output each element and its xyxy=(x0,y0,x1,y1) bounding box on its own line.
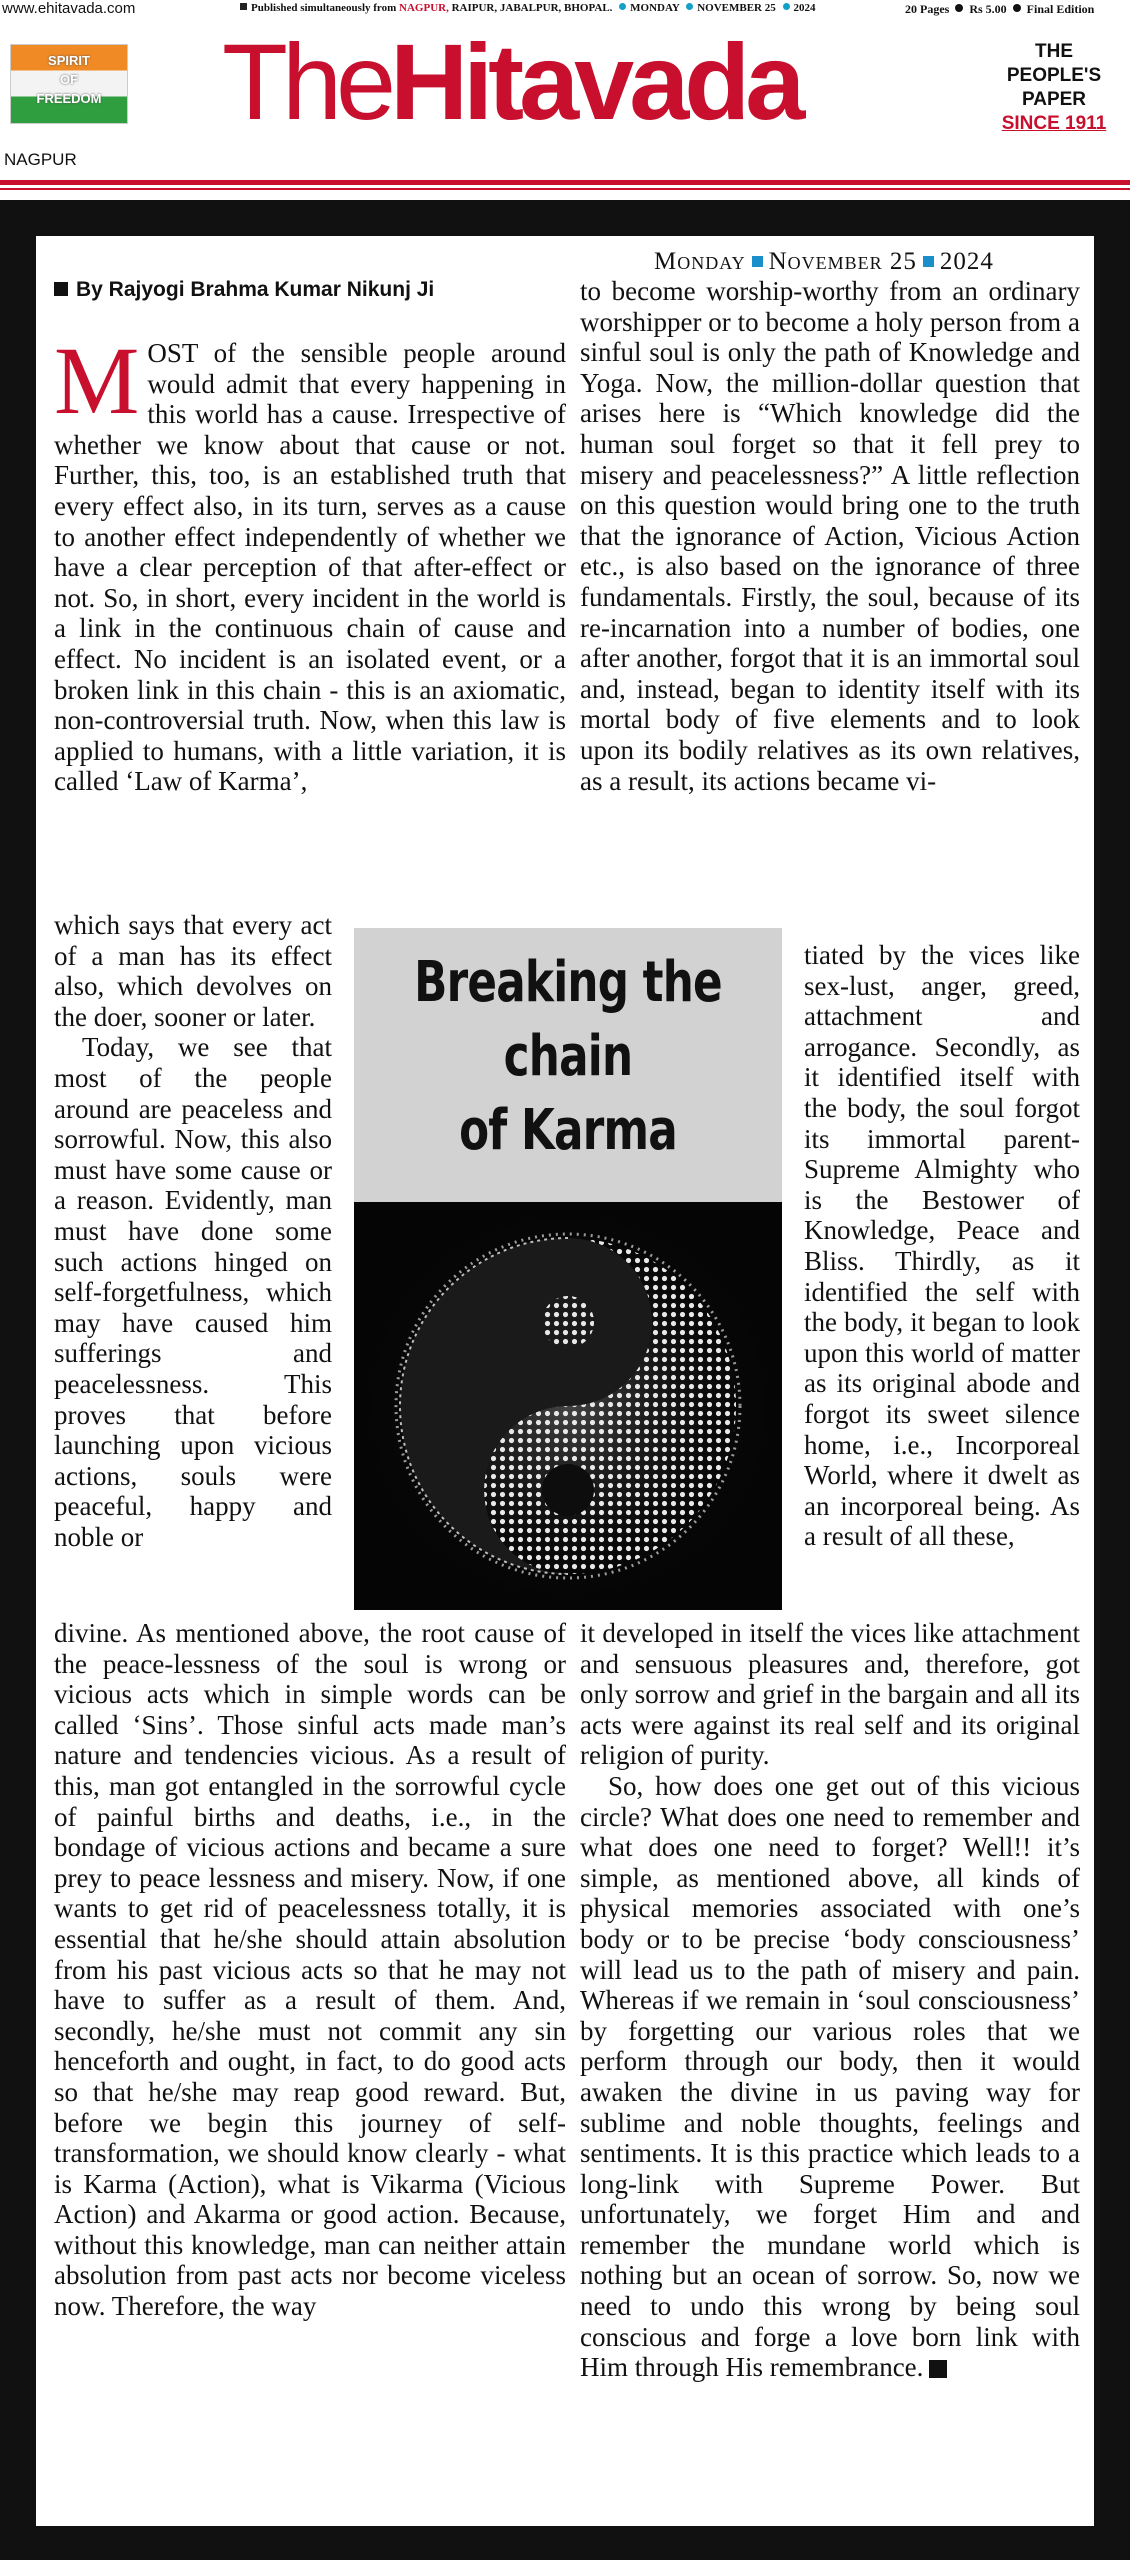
paragraph-text: Today, we see that most of the people around are peaceless and sorrowful. Now, this also must have some cause or a reason. Evidently, man must have done some such actions hinged on self-forgetfulness, which may have caused him sufferings and peacelessness. This proves that before launching upon vicious actions, souls were peaceful, happy and noble or xyxy=(54,1032,332,1552)
logo-name: Hitavada xyxy=(390,21,801,142)
headline-line: Breaking the xyxy=(414,950,722,1015)
yin-yang-image xyxy=(354,1202,782,1610)
issue-weekday: MONDAY xyxy=(630,2,680,14)
issue-year: 2024 xyxy=(793,2,816,14)
square-bullet-icon xyxy=(54,282,68,296)
masthead-divider xyxy=(0,180,1130,185)
byline-text: By Rajyogi Brahma Kumar Nikunj Ji xyxy=(76,278,435,301)
article-text-block xyxy=(54,910,332,1552)
dot-bullet-icon xyxy=(1013,4,1021,12)
top-strip xyxy=(0,0,1130,22)
drop-cap: M xyxy=(54,327,140,434)
dot-bullet-icon xyxy=(783,3,790,10)
edition-city: NAGPUR xyxy=(4,150,77,169)
issue-meta xyxy=(905,2,1094,17)
newspaper-logo[interactable] xyxy=(222,22,942,142)
article-weekday: Monday xyxy=(654,248,746,275)
tagline-line: PAPER xyxy=(1021,89,1087,110)
published-prefix: Published simultaneously from xyxy=(251,2,397,14)
article-text-block xyxy=(54,1618,566,2322)
dot-bullet-icon xyxy=(955,4,963,12)
paragraph-text: which says that every act of a man has its effect also, which devolves on the doer, sooner or later. xyxy=(54,910,332,1032)
page-count: 20 Pages xyxy=(905,2,950,16)
published-cities: RAIPUR, JABALPUR, BHOPAL xyxy=(451,2,610,14)
article-text-block xyxy=(580,276,1080,796)
paragraph-text: tiated by the vices like sex-lust, anger, greed, attachment and arrogance. Secondly, as it identified itself with the body, the soul forgot its immortal parent- Supreme Almighty who is the Bestower of Knowledge, Peace and Bliss. Thirdly, as it identified the self with the body, it began to look upon this world of matter as its original abode and forgot its sweet silence home, i.e., Incorporeal World, where it dwelt as an incorporeal being. As a result of all these, xyxy=(804,940,1080,1552)
headline-line: chain xyxy=(503,1024,633,1089)
price: Rs 5.00 xyxy=(969,2,1007,16)
dot-bullet-icon xyxy=(686,3,693,10)
paragraph-text: divine. As mentioned above, the root cause of the peace-lessness of the soul is wrong or vicious acts which in simple words can be called ‘Sins’. Those sinful acts made man’s nature and tendencies vicious. As a result of this, man got entangled in the sorrowful cycle of painful births and deaths, i.e., in the bondage of vicious actions and became a sure prey to peace lessness and misery. Now, if one wants to get rid of peacelessness totally, it is essential that he/she should attain absolution from his past vicious acts so that he may not have to suffer as a result of them. And, secondly, he/she must not commit any sin henceforth and ought, in fact, to do good acts so that he/she may reap good reward. But, before we begin this journey of self-transformation, we should know clearly - what is Karma (Action), what is Vikarma (Vicious Action) and Akarma or good action. Because, without this knowledge, man can neither attain absolution from past acts nor become viceless now. Therefore, the way xyxy=(54,1618,566,2322)
paragraph-text: OST of the sensible people around would admit that every happening in this world has a cause. Irrespective of whether we know about that cause or not. Further, this, too, is an established truth that every effect also, in its turn, serves as a cause to another effect independently of whether we have a clear perception of that after-effect or not. So, in short, every incident in the world is a link in the continuous chain of cause and effect. No incident is an isolated event, or a broken link in this chain - this is an axiomatic, non-controversial truth. Now, when this law is applied to humans, with a little variation, it is called ‘Law of Karma’, xyxy=(54,338,566,797)
headline-line: of Karma xyxy=(459,1098,677,1163)
article-text-block xyxy=(804,940,1080,1552)
article-text-block xyxy=(54,327,566,797)
website-link[interactable]: www.ehitavada.com xyxy=(2,0,136,17)
square-bullet-icon xyxy=(923,256,934,267)
paragraph-text xyxy=(580,1771,1080,2383)
paragraph-text: to become worship-worthy from an ordinary worshipper or to become a holy person from a sinful soul is only the path of Knowledge and Yoga. Now, the million-dollar question that arises here is “Which knowledge did the human soul forget so that it fell prey to misery and peacelessness?” A little reflection on this question would bring one to the truth that the ignorance of Action, Vicious Action etc., is also based on the ignorance of three fundamentals. Firstly, the soul, because of its re-incarnation into a number of bodies, one after another, forgot that it is an immortal soul and, instead, began to identity itself with its mortal body of five elements and to look upon its bodily relatives as its own relatives, as a result, its actions became vi- xyxy=(580,276,1080,796)
tagline-since: SINCE 1911 xyxy=(1001,113,1107,134)
article-year: 2024 xyxy=(939,248,994,275)
article-date xyxy=(654,248,994,276)
square-bullet-icon xyxy=(752,256,763,267)
article-day: November 25 xyxy=(768,248,917,275)
end-mark-icon xyxy=(929,2360,947,2378)
article-page xyxy=(36,236,1094,2526)
yin-yang-icon xyxy=(354,1202,782,1610)
paragraph-text: it developed in itself the vices like attachment and sensuous pleasures and, therefore, got only sorrow and grief in the bargain and all its acts were against its real self and its original religion of purity. xyxy=(580,1618,1080,1771)
badge-line: OF xyxy=(59,72,79,87)
badge-line: SPIRIT xyxy=(48,53,90,68)
paragraph-text: So, how does one get out of this vicious circle? What does one need to remember and what does one need to forget? Well!! it’s simple, as mentioned above, all kinds of physical memories associated with one’s body or to be precise ‘body consciousness’ will lead us to the path of misery and pain. Whereas if we remain in ‘soul consciousness’ by forgetting our various roles that we perform through our body, then it would awaken the divine in us paving way for sublime and noble thoughts, feelings and sentiments. It is this practice which leads to a long-link with Supreme Power. But unfortunately, we forget Him and and remember the mundane world which is nothing but an ocean of sorrow. So, now we need to undo this wrong by being soul conscious and forge a love born link with Him through His remembrance. xyxy=(580,1770,1080,2383)
tagline-line: THE PEOPLE'S xyxy=(1006,41,1102,86)
byline xyxy=(54,278,434,302)
image-headline xyxy=(354,928,782,1202)
badge-line: FREEDOM xyxy=(36,91,102,106)
dot-bullet-icon xyxy=(619,3,626,10)
masthead-divider-thin xyxy=(0,188,1130,190)
issue-date: NOVEMBER 25 xyxy=(697,2,776,14)
spirit-of-freedom-badge xyxy=(10,44,128,124)
edition: Final Edition xyxy=(1026,2,1095,16)
square-bullet-icon xyxy=(240,3,247,10)
article-frame xyxy=(0,200,1130,2560)
publication-info: Published simultaneously from NAGPUR, RAIPUR, JABALPUR, BHOPAL. MONDAY NOVEMBER 25 2024 xyxy=(240,2,816,14)
article-text-block xyxy=(580,1618,1080,2383)
tagline xyxy=(986,40,1122,136)
published-city-main: NAGPUR, xyxy=(399,2,449,14)
logo-the: The xyxy=(222,21,391,142)
